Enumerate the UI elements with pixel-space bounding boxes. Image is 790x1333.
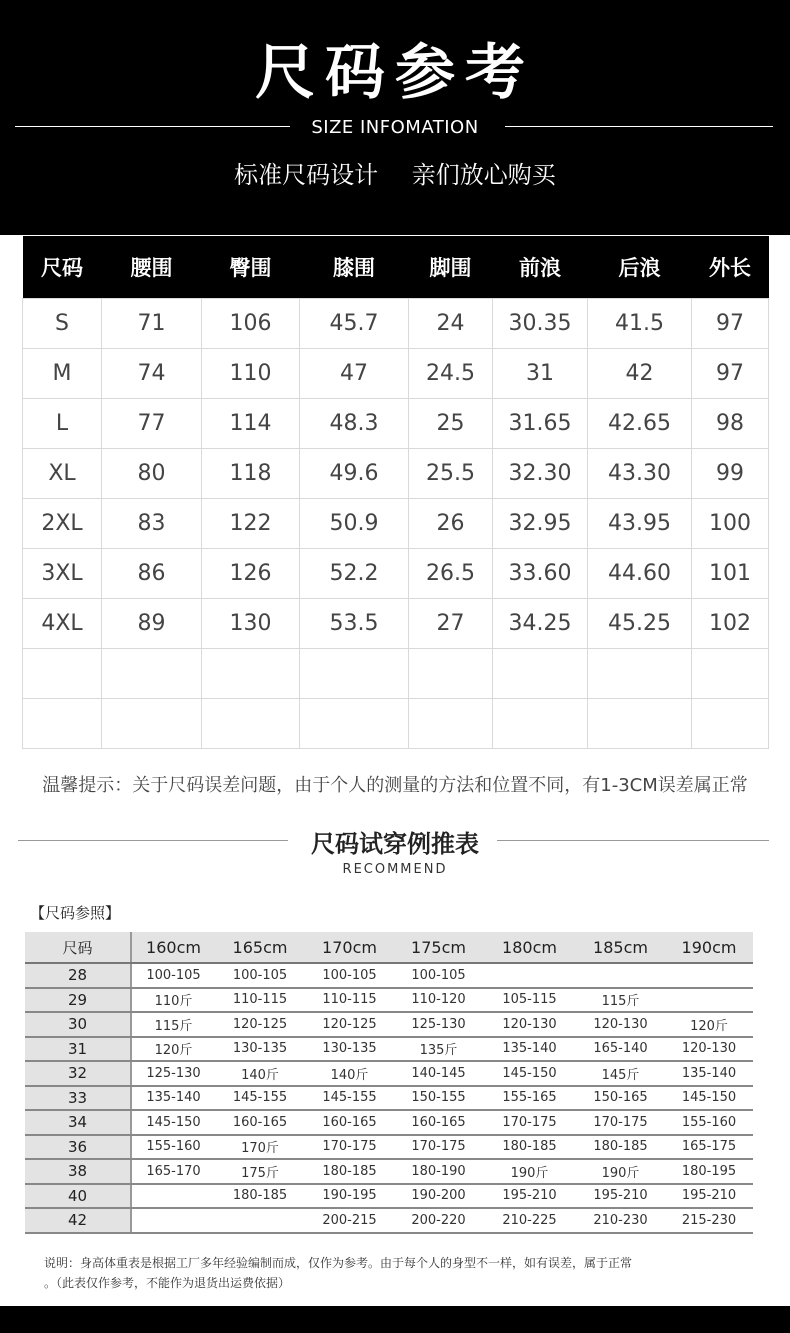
size-table-header-cell: 膝围 [300, 236, 409, 299]
value-cell: 165-170 [131, 1159, 215, 1184]
value-cell: 190斤 [576, 1159, 665, 1184]
value-cell: 25.5 [409, 449, 493, 499]
size-table-row [23, 599, 769, 649]
value-cell: 150-155 [394, 1086, 483, 1111]
recommend-table-header-cell: 185cm [576, 932, 665, 963]
value-cell: 98 [692, 399, 769, 449]
value-cell: 42 [588, 349, 692, 399]
value-cell: 110-115 [305, 988, 394, 1013]
value-cell [493, 649, 588, 699]
value-cell: 110 [202, 349, 300, 399]
value-cell: 135-140 [483, 1037, 576, 1062]
size-cell: 30 [25, 1012, 131, 1037]
value-cell: 120-125 [305, 1012, 394, 1037]
value-cell: 165-175 [665, 1135, 753, 1160]
value-cell: 170-175 [483, 1110, 576, 1135]
value-cell: 155-160 [131, 1135, 215, 1160]
value-cell: 210-225 [483, 1208, 576, 1233]
value-cell: 30.35 [493, 299, 588, 349]
header-subtitle: SIZE INFOMATION [311, 117, 479, 138]
value-cell: 130-135 [305, 1037, 394, 1062]
value-cell: 100-105 [131, 963, 215, 988]
value-cell [215, 1208, 305, 1233]
value-cell: 48.3 [300, 399, 409, 449]
size-cell: 32 [25, 1061, 131, 1086]
value-cell: 43.95 [588, 499, 692, 549]
value-cell: 44.60 [588, 549, 692, 599]
value-cell: 125-130 [131, 1061, 215, 1086]
value-cell: 115斤 [576, 988, 665, 1013]
recommend-table-header-cell: 170cm [305, 932, 394, 963]
value-cell: 114 [202, 399, 300, 449]
recommend-table-header-cell: 165cm [215, 932, 305, 963]
value-cell: 195-210 [576, 1184, 665, 1209]
recommend-table-row [25, 1061, 753, 1086]
value-cell: 200-215 [305, 1208, 394, 1233]
size-cell: 33 [25, 1086, 131, 1111]
value-cell: 106 [202, 299, 300, 349]
size-table-header-cell: 前浪 [493, 236, 588, 299]
value-cell: 110斤 [131, 988, 215, 1013]
disclaimer-line-1: 说明：身高体重表是根据工厂多年经验编制而成，仅作为参考。由于每个人的身型不一样，如有误差，属于正常 [44, 1256, 633, 1270]
recommend-table-header-cell: 190cm [665, 932, 753, 963]
value-cell: 31 [493, 349, 588, 399]
size-table-row [23, 349, 769, 399]
value-cell: 97 [692, 299, 769, 349]
value-cell: 180-185 [576, 1135, 665, 1160]
value-cell: 24.5 [409, 349, 493, 399]
recommend-table-header-cell: 180cm [483, 932, 576, 963]
recommend-table-header-cell: 尺码 [25, 932, 131, 963]
value-cell: 71 [102, 299, 202, 349]
value-cell: 170斤 [215, 1135, 305, 1160]
value-cell: 34.25 [493, 599, 588, 649]
disclaimer-note [44, 1253, 764, 1293]
value-cell: 126 [202, 549, 300, 599]
recommend-table-header [25, 932, 753, 963]
recommend-table-row [25, 1208, 753, 1233]
value-cell: 145斤 [576, 1061, 665, 1086]
value-cell [692, 699, 769, 749]
value-cell: 170-175 [576, 1110, 665, 1135]
value-cell: 160-165 [215, 1110, 305, 1135]
value-cell: 89 [102, 599, 202, 649]
size-cell: 28 [25, 963, 131, 988]
value-cell: 180-185 [305, 1159, 394, 1184]
value-cell: 160-165 [394, 1110, 483, 1135]
value-cell: 83 [102, 499, 202, 549]
value-cell: 120斤 [131, 1037, 215, 1062]
value-cell: 130 [202, 599, 300, 649]
value-cell [665, 963, 753, 988]
value-cell: 115斤 [131, 1012, 215, 1037]
size-cell: 34 [25, 1110, 131, 1135]
value-cell: 190-195 [305, 1184, 394, 1209]
value-cell: 145-155 [305, 1086, 394, 1111]
value-cell: 120-130 [483, 1012, 576, 1037]
value-cell: 52.2 [300, 549, 409, 599]
size-cell: 42 [25, 1208, 131, 1233]
recommend-table-row [25, 1159, 753, 1184]
value-cell: 118 [202, 449, 300, 499]
size-cell [23, 649, 102, 699]
value-cell: 27 [409, 599, 493, 649]
value-cell: 99 [692, 449, 769, 499]
page-title: 尺码参考 [255, 38, 535, 108]
size-cell: 29 [25, 988, 131, 1013]
value-cell: 53.5 [300, 599, 409, 649]
value-cell: 200-220 [394, 1208, 483, 1233]
value-cell: 31.65 [493, 399, 588, 449]
value-cell: 195-210 [665, 1184, 753, 1209]
size-cell: 3XL [23, 549, 102, 599]
value-cell [131, 1184, 215, 1209]
size-table-row [23, 299, 769, 349]
value-cell: 100-105 [394, 963, 483, 988]
size-table-row [23, 699, 769, 749]
value-cell: 165-140 [576, 1037, 665, 1062]
value-cell: 160-165 [305, 1110, 394, 1135]
value-cell: 42.65 [588, 399, 692, 449]
value-cell: 100-105 [215, 963, 305, 988]
value-cell: 190斤 [483, 1159, 576, 1184]
size-table-header-cell: 外长 [692, 236, 769, 299]
value-cell: 215-230 [665, 1208, 753, 1233]
value-cell [493, 699, 588, 749]
value-cell: 24 [409, 299, 493, 349]
size-table-row [23, 649, 769, 699]
value-cell: 180-195 [665, 1159, 753, 1184]
size-table-header-cell: 臀围 [202, 236, 300, 299]
value-cell: 175斤 [215, 1159, 305, 1184]
size-table-row [23, 499, 769, 549]
value-cell: 33.60 [493, 549, 588, 599]
value-cell [588, 699, 692, 749]
value-cell: 110-115 [215, 988, 305, 1013]
value-cell: 140-145 [394, 1061, 483, 1086]
size-table-header-cell: 尺码 [23, 236, 102, 299]
recommend-table-row [25, 1037, 753, 1062]
size-table-header-cell: 脚围 [409, 236, 493, 299]
value-cell [202, 699, 300, 749]
size-table-row [23, 399, 769, 449]
disclaimer-line-2: 。（此表仅作参考，不能作为退货出运费依据） [44, 1276, 291, 1290]
measurement-tip: 温馨提示：关于尺码误差问题，由于个人的测量的方法和位置不同，有1-3CM误差属正常 [42, 775, 748, 796]
value-cell: 100-105 [305, 963, 394, 988]
recommend-subtitle: RECOMMEND [342, 862, 448, 877]
recommend-table-row [25, 1110, 753, 1135]
value-cell: 43.30 [588, 449, 692, 499]
value-cell: 77 [102, 399, 202, 449]
value-cell [665, 988, 753, 1013]
value-cell: 155-165 [483, 1086, 576, 1111]
size-cell: S [23, 299, 102, 349]
recommend-divider-right [497, 840, 769, 841]
value-cell: 155-160 [665, 1110, 753, 1135]
value-cell: 26.5 [409, 549, 493, 599]
value-cell: 105-115 [483, 988, 576, 1013]
size-cell: 4XL [23, 599, 102, 649]
size-cell: 38 [25, 1159, 131, 1184]
value-cell: 74 [102, 349, 202, 399]
value-cell [102, 649, 202, 699]
size-table-header-cell: 后浪 [588, 236, 692, 299]
size-cell: 40 [25, 1184, 131, 1209]
value-cell: 140斤 [305, 1061, 394, 1086]
value-cell: 180-185 [483, 1135, 576, 1160]
value-cell [588, 649, 692, 699]
value-cell [576, 963, 665, 988]
value-cell: 145-155 [215, 1086, 305, 1111]
size-cell: 31 [25, 1037, 131, 1062]
value-cell: 32.30 [493, 449, 588, 499]
value-cell [692, 649, 769, 699]
value-cell: 195-210 [483, 1184, 576, 1209]
recommend-table-row [25, 1012, 753, 1037]
size-table-row [23, 549, 769, 599]
value-cell: 120-130 [665, 1037, 753, 1062]
recommend-table-row [25, 963, 753, 988]
value-cell [102, 699, 202, 749]
value-cell: 170-175 [394, 1135, 483, 1160]
value-cell: 180-190 [394, 1159, 483, 1184]
recommend-title: 尺码试穿例推表 [311, 830, 479, 858]
value-cell: 135斤 [394, 1037, 483, 1062]
value-cell: 50.9 [300, 499, 409, 549]
value-cell [409, 699, 493, 749]
recommend-table-row [25, 1135, 753, 1160]
value-cell: 130-135 [215, 1037, 305, 1062]
value-cell [131, 1208, 215, 1233]
value-cell: 97 [692, 349, 769, 399]
value-cell: 120-130 [576, 1012, 665, 1037]
header-slogan: 标准尺码设计 亲们放心购买 [234, 161, 556, 189]
value-cell: 145-150 [483, 1061, 576, 1086]
value-cell: 80 [102, 449, 202, 499]
size-cell [23, 699, 102, 749]
value-cell: 120斤 [665, 1012, 753, 1037]
value-cell: 122 [202, 499, 300, 549]
recommend-table-header-cell: 175cm [394, 932, 483, 963]
value-cell: 101 [692, 549, 769, 599]
recommend-table-row [25, 988, 753, 1013]
size-cell: M [23, 349, 102, 399]
value-cell [300, 699, 409, 749]
size-table-header-cell: 腰围 [102, 236, 202, 299]
value-cell: 135-140 [665, 1061, 753, 1086]
value-cell [483, 963, 576, 988]
value-cell: 45.7 [300, 299, 409, 349]
value-cell [300, 649, 409, 699]
value-cell [409, 649, 493, 699]
recommend-table-header-cell: 160cm [131, 932, 215, 963]
size-cell: L [23, 399, 102, 449]
recommend-table [25, 932, 753, 1234]
recommend-table-row [25, 1086, 753, 1111]
size-table-row [23, 449, 769, 499]
value-cell: 100 [692, 499, 769, 549]
value-cell: 145-150 [665, 1086, 753, 1111]
value-cell: 210-230 [576, 1208, 665, 1233]
value-cell: 170-175 [305, 1135, 394, 1160]
value-cell: 145-150 [131, 1110, 215, 1135]
value-cell [202, 649, 300, 699]
footer-bar [0, 1306, 790, 1333]
value-cell: 32.95 [493, 499, 588, 549]
value-cell: 110-120 [394, 988, 483, 1013]
size-cell: 2XL [23, 499, 102, 549]
size-cell: 36 [25, 1135, 131, 1160]
value-cell: 102 [692, 599, 769, 649]
value-cell: 135-140 [131, 1086, 215, 1111]
value-cell: 150-165 [576, 1086, 665, 1111]
value-cell: 120-125 [215, 1012, 305, 1037]
value-cell: 180-185 [215, 1184, 305, 1209]
value-cell: 49.6 [300, 449, 409, 499]
value-cell: 26 [409, 499, 493, 549]
value-cell: 125-130 [394, 1012, 483, 1037]
value-cell: 25 [409, 399, 493, 449]
size-table [22, 236, 769, 749]
header-banner [0, 0, 790, 235]
value-cell: 47 [300, 349, 409, 399]
reference-label: 【尺码参照】 [30, 904, 121, 922]
value-cell: 140斤 [215, 1061, 305, 1086]
size-cell: XL [23, 449, 102, 499]
value-cell: 86 [102, 549, 202, 599]
header-divider-right [505, 126, 773, 127]
value-cell: 41.5 [588, 299, 692, 349]
size-table-header [23, 236, 769, 299]
value-cell: 190-200 [394, 1184, 483, 1209]
recommend-table-row [25, 1184, 753, 1209]
value-cell: 45.25 [588, 599, 692, 649]
